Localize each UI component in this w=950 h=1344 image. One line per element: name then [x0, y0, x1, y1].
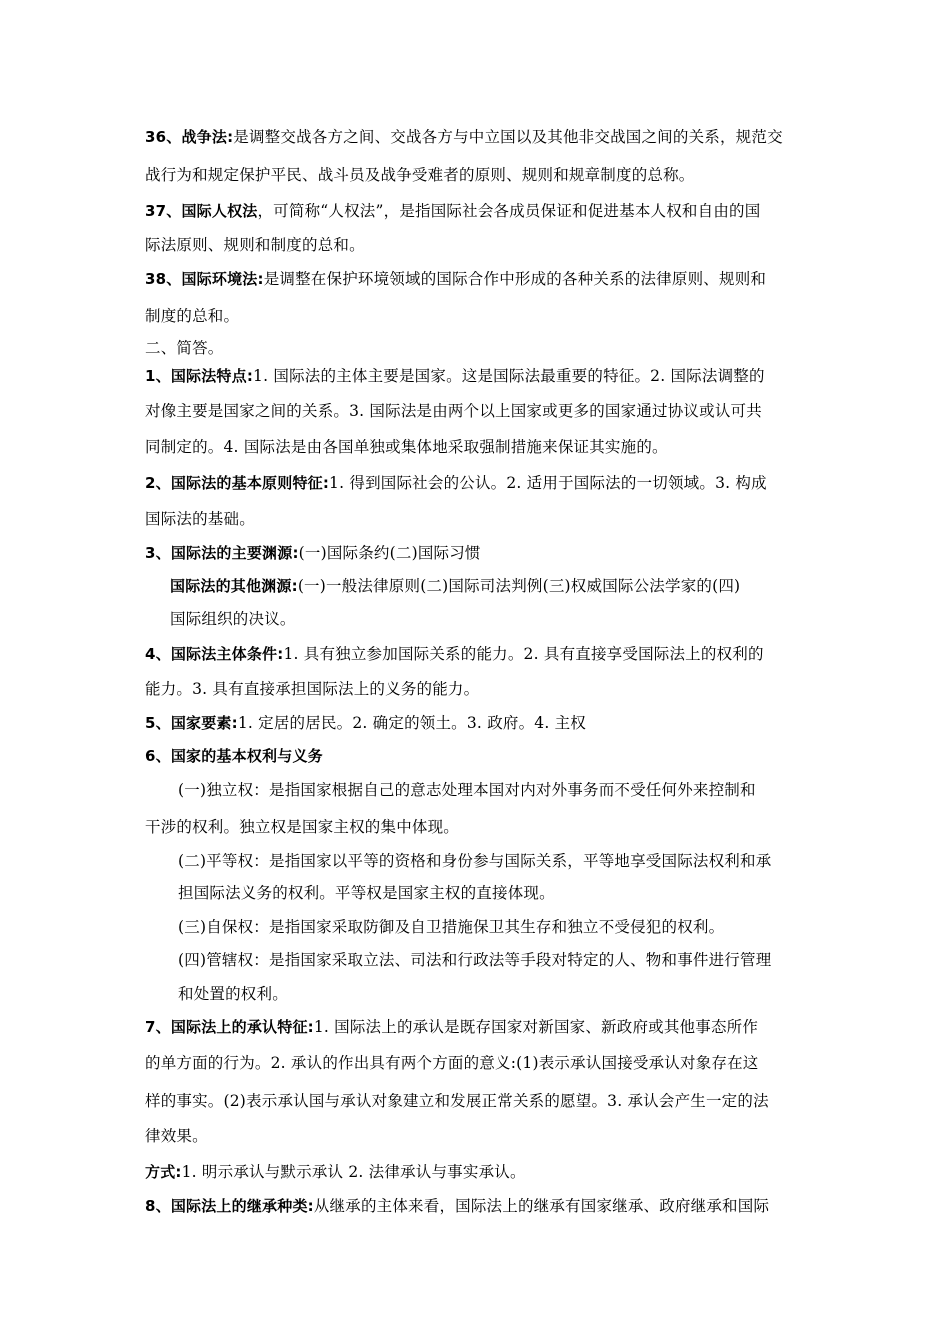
answer-8-heading: 8、国际法上的继承种类:: [145, 1197, 314, 1215]
answer-6d-line-1: (四)管辖权：是指国家采取立法、司法和行政法等手段对特定的人、物和事件进行管理: [178, 951, 772, 969]
item-37-line-1: [145, 201, 760, 221]
answer-6c-line-1: (三)自保权：是指国家采取防御及自卫措施保卫其生存和独立不受侵犯的权利。: [178, 918, 725, 936]
item-36-heading: 36、战争法:: [145, 128, 234, 146]
answer-7-line-3: 样的事实。(2)表示承认国与承认对象建立和发展正常关系的愿望。3. 承认会产生一定的法: [145, 1092, 769, 1110]
answer-2-line-1: [145, 473, 767, 493]
answer-6b-line-2: 担国际法义务的权利。平等权是国家主权的直接体现。: [178, 884, 555, 902]
answer-2-text: 1. 得到国际社会的公认。2. 适用于国际法的一切领域。3. 构成: [329, 474, 767, 492]
answer-7b-heading: 方式:: [145, 1163, 182, 1181]
item-37-heading: 37、国际人权法: [145, 202, 258, 220]
answer-6-heading: [145, 746, 323, 766]
answer-3-text: (一)国际条约(二)国际习惯: [298, 544, 481, 562]
item-37-text: ，可简称“人权法”，是指国际社会各成员保证和促进基本人权和自由的国: [257, 202, 761, 220]
item-38-text: 是调整在保护环境领域的国际合作中形成的各种关系的法律原则、规则和: [263, 270, 767, 288]
answer-4-line-2: 能力。3. 具有直接承担国际法上的义务的能力。: [145, 680, 480, 698]
item-37-line-2: 际法原则、规则和制度的总和。: [145, 236, 365, 254]
answer-7-line-2: 的单方面的行为。2. 承认的作出具有两个方面的意义:(1)表示承认国接受承认对象存在这: [145, 1054, 759, 1072]
answer-3b-text: (一)一般法律原则(二)国际司法判例(三)权威国际公法学家的(四): [297, 577, 741, 595]
answer-6-heading-text: 6、国家的基本权利与义务: [145, 747, 323, 765]
section-heading-short-answer: 二、简答。: [145, 339, 224, 357]
answer-4-line-1: [145, 644, 764, 664]
answer-7-line-4: 律效果。: [145, 1127, 208, 1145]
answer-1-line-2: 对像主要是国家之间的关系。3. 国际法是由两个以上国家或更多的国家通过协议或认可共: [145, 402, 762, 420]
item-36-line-1: [145, 127, 783, 147]
answer-7b-text: 1. 明示承认与默示承认 2. 法律承认与事实承认。: [181, 1163, 526, 1181]
answer-1-text: 1. 国际法的主体主要是国家。这是国际法最重要的特征。2. 国际法调整的: [253, 367, 765, 385]
answer-3b-line-1: [170, 576, 740, 596]
answer-3b-line-2: 国际组织的决议。: [170, 610, 296, 628]
answer-7b-line-1: [145, 1162, 526, 1182]
answer-8-text: 从继承的主体来看，国际法上的继承有国家继承、政府继承和国际: [313, 1197, 770, 1215]
item-38-line-2: 制度的总和。: [145, 307, 240, 325]
answer-5-heading: 5、国家要素:: [145, 714, 238, 732]
item-36-text: 是调整交战各方之间、交战各方与中立国以及其他非交战国之间的关系，规范交: [233, 128, 783, 146]
item-36-line-2: 战行为和规定保护平民、战斗员及战争受难者的原则、规则和规章制度的总称。: [145, 166, 695, 184]
answer-3-heading: 3、国际法的主要渊源:: [145, 544, 299, 562]
answer-1-line-3: 同制定的。4. 国际法是由各国单独或集体地采取强制措施来保证其实施的。: [145, 438, 668, 456]
answer-6a-line-1: (一)独立权：是指国家根据自己的意志处理本国对内对外事务而不受任何外来控制和: [178, 781, 756, 799]
answer-7-heading: 7、国际法上的承认特征:: [145, 1018, 314, 1036]
answer-8-line-1: [145, 1196, 769, 1216]
answer-4-text: 1. 具有独立参加国际关系的能力。2. 具有直接享受国际法上的权利的: [283, 645, 764, 663]
item-38-heading: 38、国际环境法:: [145, 270, 264, 288]
answer-2-heading: 2、国际法的基本原则特征:: [145, 474, 330, 492]
answer-3b-heading: 国际法的其他渊源:: [170, 577, 298, 595]
answer-5-text: 1. 定居的居民。2. 确定的领土。3. 政府。4. 主权: [237, 714, 587, 732]
answer-4-heading: 4、国际法主体条件:: [145, 645, 284, 663]
answer-2-line-2: 国际法的基础。: [145, 510, 255, 528]
answer-6a-line-2: 干涉的权利。独立权是国家主权的集中体现。: [145, 818, 460, 836]
answer-5-line-1: [145, 713, 586, 733]
answer-3-line-1: [145, 543, 481, 563]
answer-1-heading: 1、国际法特点:: [145, 367, 254, 385]
answer-6b-line-1: (二)平等权：是指国家以平等的资格和身份参与国际关系，平等地享受国际法权利和承: [178, 852, 772, 870]
answer-7-text: 1. 国际法上的承认是既存国家对新国家、新政府或其他事态所作: [313, 1018, 759, 1036]
answer-1-line-1: [145, 366, 765, 386]
answer-6d-line-2: 和处置的权利。: [178, 985, 288, 1003]
answer-7-line-1: [145, 1017, 758, 1037]
item-38-line-1: [145, 269, 766, 289]
